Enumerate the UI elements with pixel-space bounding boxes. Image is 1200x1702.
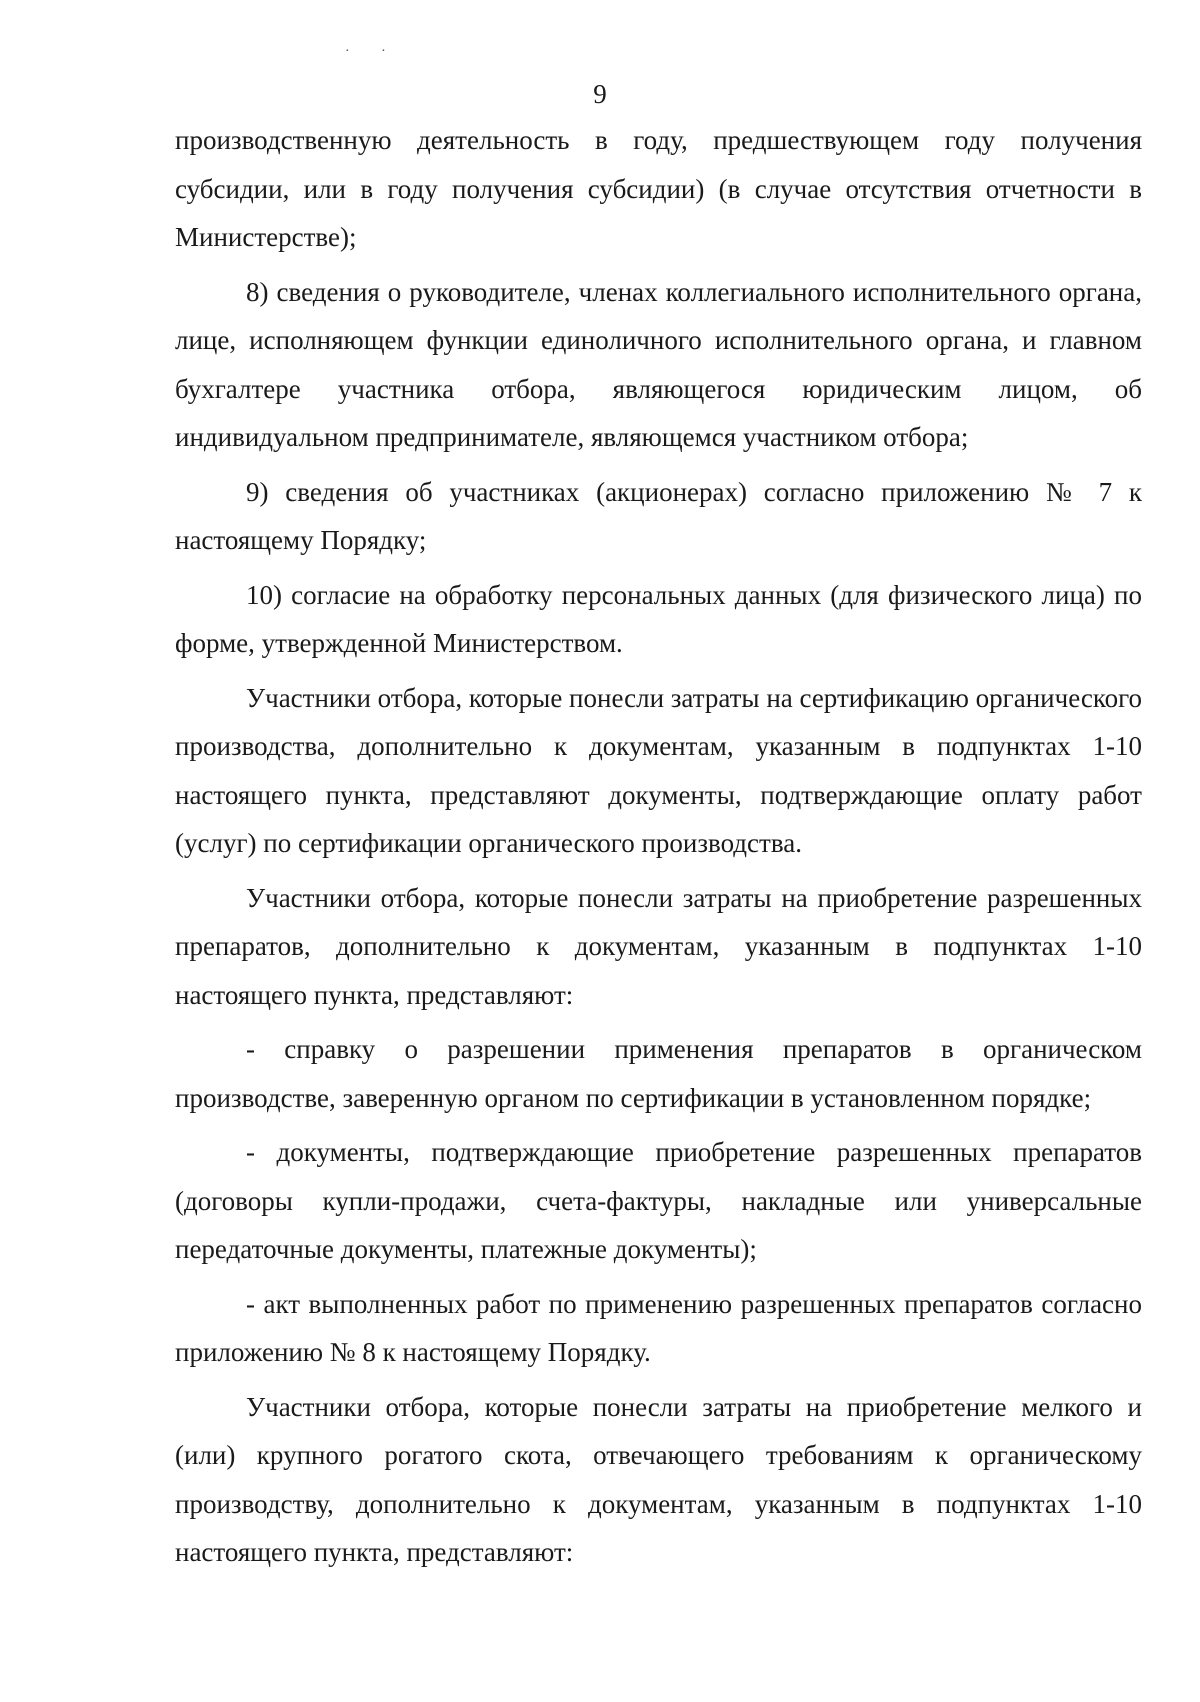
paragraph-9: - акт выполненных работ по применению разрешенных препаратов согласно приложению № 8 к настоящему Порядку. (175, 1288, 1142, 1367)
page-number: 9 (593, 79, 607, 109)
paragraph-6: Участники отбора, которые понесли затраты на приобретение разрешенных препаратов, дополнительно к документам, указанным в подпунктах 1-10 настоящего пункта, представляют: (175, 882, 1142, 1010)
paragraph-3: 9) сведения об участниках (акционерах) согласно приложению № 7 к настоящему Порядку; (175, 476, 1142, 555)
paragraph-1: производственную деятельность в году, предшествующем году получения субсидии, или в году получения субсидии) (в случае отсутствия отчетности в Министерстве); (175, 125, 1142, 252)
document-body (175, 116, 1142, 1577)
scan-specks: · · (345, 44, 400, 59)
paragraph-8: - документы, подтверждающие приобретение разрешенных препаратов (договоры купли-продажи, счета-фактуры, накладные или универсальные передаточные документы, платежные документы); (175, 1137, 1142, 1264)
paragraph-4: 10) согласие на обработку персональных данных (для физического лица) по форме, утвержденной Министерством. (175, 579, 1142, 658)
paragraph-5: Участники отбора, которые понесли затраты на сертификацию органического производства, дополнительно к документам, указанным в подпунктах 1-10 настоящего пункта, представляют документы, подтверждающие оплату работ (услуг) по сертификации органического производства. (175, 682, 1142, 858)
paragraph-10: Участники отбора, которые понесли затраты на приобретение мелкого и (или) крупного рогатого скота, отвечающего требованиям к органическому производству, дополнительно к документам, указанным в подпунктах 1-10 настоящего пункта, представляют: (175, 1391, 1142, 1567)
paragraph-2: 8) сведения о руководителе, членах коллегиального исполнительного органа, лице, исполняющем функции единоличного исполнительного органа, и главном бухгалтере участника отбора, являющегося юридическим лицом, об индивидуальном предпринимателе, являющемся участником отбора; (175, 276, 1142, 452)
paragraph-7: - справку о разрешении применения препаратов в органическом производстве, заверенную органом по сертификации в установленном порядке; (175, 1034, 1142, 1113)
